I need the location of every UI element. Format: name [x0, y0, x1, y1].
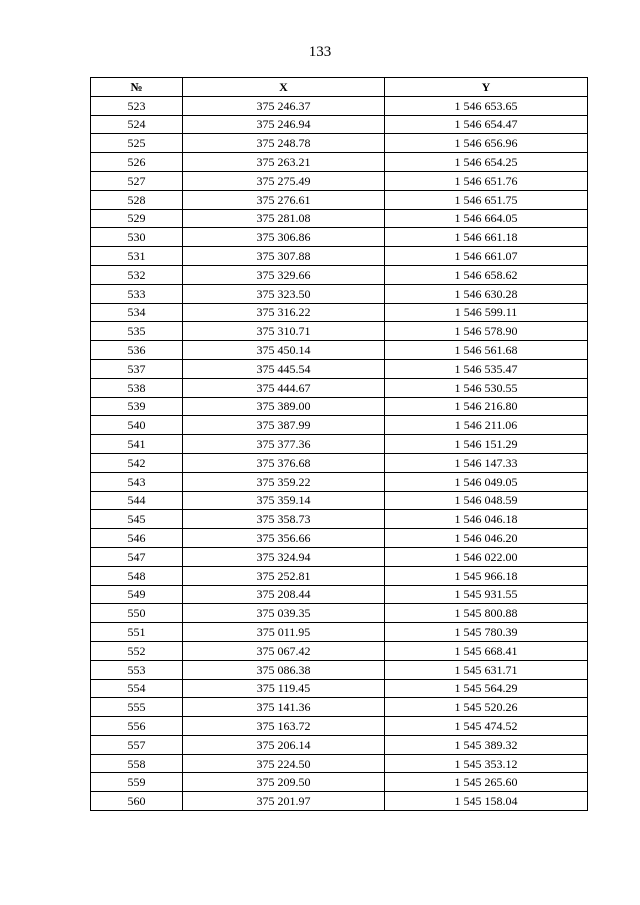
- cell-y: 1 546 653.65: [385, 96, 588, 115]
- cell-number: 533: [91, 284, 183, 303]
- cell-y: 1 546 664.05: [385, 209, 588, 228]
- cell-x: 375 163.72: [183, 717, 385, 736]
- table-header-row: [91, 78, 588, 97]
- cell-number: 545: [91, 510, 183, 529]
- cell-x: 375 306.86: [183, 228, 385, 247]
- cell-x: 375 359.14: [183, 491, 385, 510]
- table-row: [91, 284, 588, 303]
- cell-number: 544: [91, 491, 183, 510]
- cell-y: 1 545 353.12: [385, 754, 588, 773]
- cell-number: 554: [91, 679, 183, 698]
- table-row: [91, 717, 588, 736]
- cell-y: 1 545 931.55: [385, 585, 588, 604]
- cell-y: 1 546 578.90: [385, 322, 588, 341]
- cell-number: 547: [91, 547, 183, 566]
- table-row: [91, 378, 588, 397]
- cell-y: 1 546 046.20: [385, 529, 588, 548]
- cell-x: 375 323.50: [183, 284, 385, 303]
- table-row: [91, 341, 588, 360]
- cell-number: 551: [91, 623, 183, 642]
- cell-number: 534: [91, 303, 183, 322]
- cell-x: 375 246.94: [183, 115, 385, 134]
- cell-x: 375 086.38: [183, 660, 385, 679]
- cell-y: 1 546 656.96: [385, 134, 588, 153]
- cell-y: 1 546 151.29: [385, 435, 588, 454]
- cell-number: 535: [91, 322, 183, 341]
- table-body: [91, 96, 588, 810]
- table-row: [91, 547, 588, 566]
- cell-y: 1 546 216.80: [385, 397, 588, 416]
- cell-x: 375 316.22: [183, 303, 385, 322]
- cell-x: 375 281.08: [183, 209, 385, 228]
- table-row: [91, 623, 588, 642]
- cell-x: 375 224.50: [183, 754, 385, 773]
- cell-x: 375 246.37: [183, 96, 385, 115]
- table-row: [91, 585, 588, 604]
- cell-number: 549: [91, 585, 183, 604]
- cell-y: 1 546 211.06: [385, 416, 588, 435]
- table-row: [91, 472, 588, 491]
- cell-x: 375 310.71: [183, 322, 385, 341]
- table-row: [91, 735, 588, 754]
- cell-x: 375 039.35: [183, 604, 385, 623]
- page-number: 133: [308, 44, 332, 60]
- cell-x: 375 324.94: [183, 547, 385, 566]
- cell-number: 526: [91, 153, 183, 172]
- cell-y: 1 545 158.04: [385, 792, 588, 811]
- cell-x: 375 389.00: [183, 397, 385, 416]
- table-row: [91, 190, 588, 209]
- cell-x: 375 067.42: [183, 641, 385, 660]
- cell-x: 375 201.97: [183, 792, 385, 811]
- table-row: [91, 303, 588, 322]
- cell-number: 528: [91, 190, 183, 209]
- cell-number: 524: [91, 115, 183, 134]
- table-row: [91, 96, 588, 115]
- cell-number: 537: [91, 359, 183, 378]
- cell-number: 527: [91, 171, 183, 190]
- cell-number: 553: [91, 660, 183, 679]
- cell-number: 540: [91, 416, 183, 435]
- cell-x: 375 329.66: [183, 265, 385, 284]
- table-row: [91, 209, 588, 228]
- cell-x: 375 450.14: [183, 341, 385, 360]
- cell-number: 546: [91, 529, 183, 548]
- cell-number: 557: [91, 735, 183, 754]
- cell-x: 375 377.36: [183, 435, 385, 454]
- cell-y: 1 546 651.75: [385, 190, 588, 209]
- cell-x: 375 444.67: [183, 378, 385, 397]
- cell-y: 1 545 780.39: [385, 623, 588, 642]
- table-row: [91, 641, 588, 660]
- cell-y: 1 546 022.00: [385, 547, 588, 566]
- cell-number: 543: [91, 472, 183, 491]
- table-row: [91, 265, 588, 284]
- cell-x: 375 119.45: [183, 679, 385, 698]
- table-row: [91, 134, 588, 153]
- cell-number: 538: [91, 378, 183, 397]
- cell-number: 555: [91, 698, 183, 717]
- cell-x: 375 276.61: [183, 190, 385, 209]
- cell-y: 1 546 535.47: [385, 359, 588, 378]
- cell-x: 375 358.73: [183, 510, 385, 529]
- cell-y: 1 545 631.71: [385, 660, 588, 679]
- cell-x: 375 387.99: [183, 416, 385, 435]
- cell-y: 1 546 530.55: [385, 378, 588, 397]
- cell-number: 523: [91, 96, 183, 115]
- table-row: [91, 435, 588, 454]
- cell-y: 1 546 147.33: [385, 453, 588, 472]
- table-row: [91, 322, 588, 341]
- table-row: [91, 115, 588, 134]
- table-row: [91, 679, 588, 698]
- cell-y: 1 545 800.88: [385, 604, 588, 623]
- cell-x: 375 252.81: [183, 566, 385, 585]
- cell-number: 550: [91, 604, 183, 623]
- cell-number: 552: [91, 641, 183, 660]
- table-row: [91, 359, 588, 378]
- table-row: [91, 754, 588, 773]
- cell-y: 1 546 561.68: [385, 341, 588, 360]
- cell-y: 1 546 046.18: [385, 510, 588, 529]
- cell-x: 375 011.95: [183, 623, 385, 642]
- cell-y: 1 546 661.18: [385, 228, 588, 247]
- cell-y: 1 546 048.59: [385, 491, 588, 510]
- cell-y: 1 545 966.18: [385, 566, 588, 585]
- cell-x: 375 376.68: [183, 453, 385, 472]
- cell-x: 375 275.49: [183, 171, 385, 190]
- cell-number: 558: [91, 754, 183, 773]
- cell-x: 375 359.22: [183, 472, 385, 491]
- table-row: [91, 773, 588, 792]
- table-row: [91, 453, 588, 472]
- cell-number: 541: [91, 435, 183, 454]
- cell-y: 1 546 599.11: [385, 303, 588, 322]
- cell-x: 375 248.78: [183, 134, 385, 153]
- table-row: [91, 566, 588, 585]
- table-row: [91, 397, 588, 416]
- header-x: X: [183, 78, 385, 97]
- cell-x: 375 209.50: [183, 773, 385, 792]
- table-row: [91, 416, 588, 435]
- cell-x: 375 141.36: [183, 698, 385, 717]
- cell-number: 560: [91, 792, 183, 811]
- cell-y: 1 546 661.07: [385, 247, 588, 266]
- table-row: [91, 247, 588, 266]
- cell-number: 529: [91, 209, 183, 228]
- table-row: [91, 228, 588, 247]
- cell-y: 1 545 474.52: [385, 717, 588, 736]
- cell-x: 375 206.14: [183, 735, 385, 754]
- table-row: [91, 604, 588, 623]
- cell-x: 375 445.54: [183, 359, 385, 378]
- cell-y: 1 546 658.62: [385, 265, 588, 284]
- cell-x: 375 263.21: [183, 153, 385, 172]
- cell-number: 559: [91, 773, 183, 792]
- cell-number: 532: [91, 265, 183, 284]
- cell-y: 1 546 654.25: [385, 153, 588, 172]
- table-row: [91, 171, 588, 190]
- header-number: №: [91, 78, 183, 97]
- cell-number: 539: [91, 397, 183, 416]
- cell-y: 1 546 654.47: [385, 115, 588, 134]
- cell-number: 530: [91, 228, 183, 247]
- table-row: [91, 491, 588, 510]
- cell-x: 375 356.66: [183, 529, 385, 548]
- header-y: Y: [385, 78, 588, 97]
- cell-y: 1 546 049.05: [385, 472, 588, 491]
- cell-y: 1 545 520.26: [385, 698, 588, 717]
- table-row: [91, 153, 588, 172]
- table-row: [91, 510, 588, 529]
- cell-number: 542: [91, 453, 183, 472]
- cell-x: 375 208.44: [183, 585, 385, 604]
- coordinates-table: [90, 77, 588, 811]
- cell-y: 1 545 389.32: [385, 735, 588, 754]
- cell-number: 531: [91, 247, 183, 266]
- cell-y: 1 546 630.28: [385, 284, 588, 303]
- cell-y: 1 545 564.29: [385, 679, 588, 698]
- cell-y: 1 545 668.41: [385, 641, 588, 660]
- table-row: [91, 529, 588, 548]
- cell-number: 548: [91, 566, 183, 585]
- cell-number: 536: [91, 341, 183, 360]
- table-row: [91, 792, 588, 811]
- table-row: [91, 698, 588, 717]
- cell-x: 375 307.88: [183, 247, 385, 266]
- cell-number: 525: [91, 134, 183, 153]
- cell-y: 1 546 651.76: [385, 171, 588, 190]
- cell-number: 556: [91, 717, 183, 736]
- table-row: [91, 660, 588, 679]
- cell-y: 1 545 265.60: [385, 773, 588, 792]
